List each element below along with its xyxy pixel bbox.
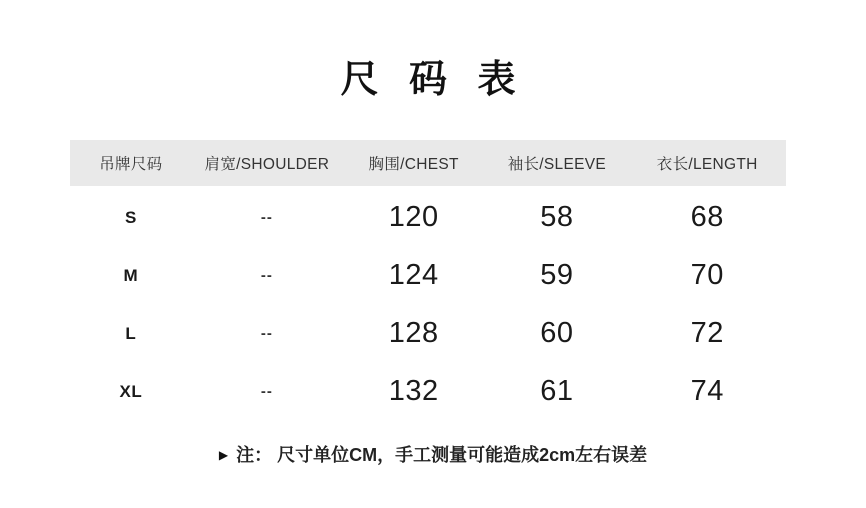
cell-chest: 120 xyxy=(388,201,439,234)
page-title: 尺 码 表 xyxy=(340,59,526,101)
cell-shoulder: -- xyxy=(260,383,273,401)
cell-size: L xyxy=(125,323,137,343)
header-tag-size: 吊牌尺码 xyxy=(99,155,163,173)
measurement-note xyxy=(0,442,866,468)
table-body xyxy=(70,186,786,418)
table-row-l xyxy=(70,302,786,360)
cell-sleeve: 61 xyxy=(540,375,574,408)
cell-length: 72 xyxy=(690,317,724,350)
table-row-s xyxy=(70,186,786,244)
cell-size: S xyxy=(124,207,137,227)
cell-shoulder: -- xyxy=(260,267,273,285)
cell-chest: 128 xyxy=(388,317,439,350)
size-table xyxy=(70,140,786,418)
table-row-xl xyxy=(70,360,786,418)
table-header-row xyxy=(70,140,786,186)
cell-sleeve: 59 xyxy=(540,259,574,292)
triangle-bullet-icon: ▶ xyxy=(218,447,229,462)
cell-chest: 124 xyxy=(388,259,439,292)
cell-length: 68 xyxy=(690,201,724,234)
header-sleeve: 袖长/SLEEVE xyxy=(507,155,607,173)
header-length: 衣长/LENGTH xyxy=(656,155,758,173)
cell-length: 70 xyxy=(690,259,724,292)
cell-chest: 132 xyxy=(388,375,439,408)
header-shoulder: 肩宽/SHOULDER xyxy=(204,155,330,173)
cell-size: M xyxy=(123,265,139,285)
header-chest: 胸围/CHEST xyxy=(368,155,459,173)
cell-shoulder: -- xyxy=(260,325,273,343)
table-row-m xyxy=(70,244,786,302)
cell-size: XL xyxy=(119,381,143,401)
cell-shoulder: -- xyxy=(260,209,273,227)
measurement-note-text: 注： 尺寸单位CM，手工测量可能造成2cm左右误差 xyxy=(236,444,648,465)
cell-sleeve: 58 xyxy=(540,201,574,234)
cell-sleeve: 60 xyxy=(540,317,574,350)
cell-length: 74 xyxy=(690,375,724,408)
